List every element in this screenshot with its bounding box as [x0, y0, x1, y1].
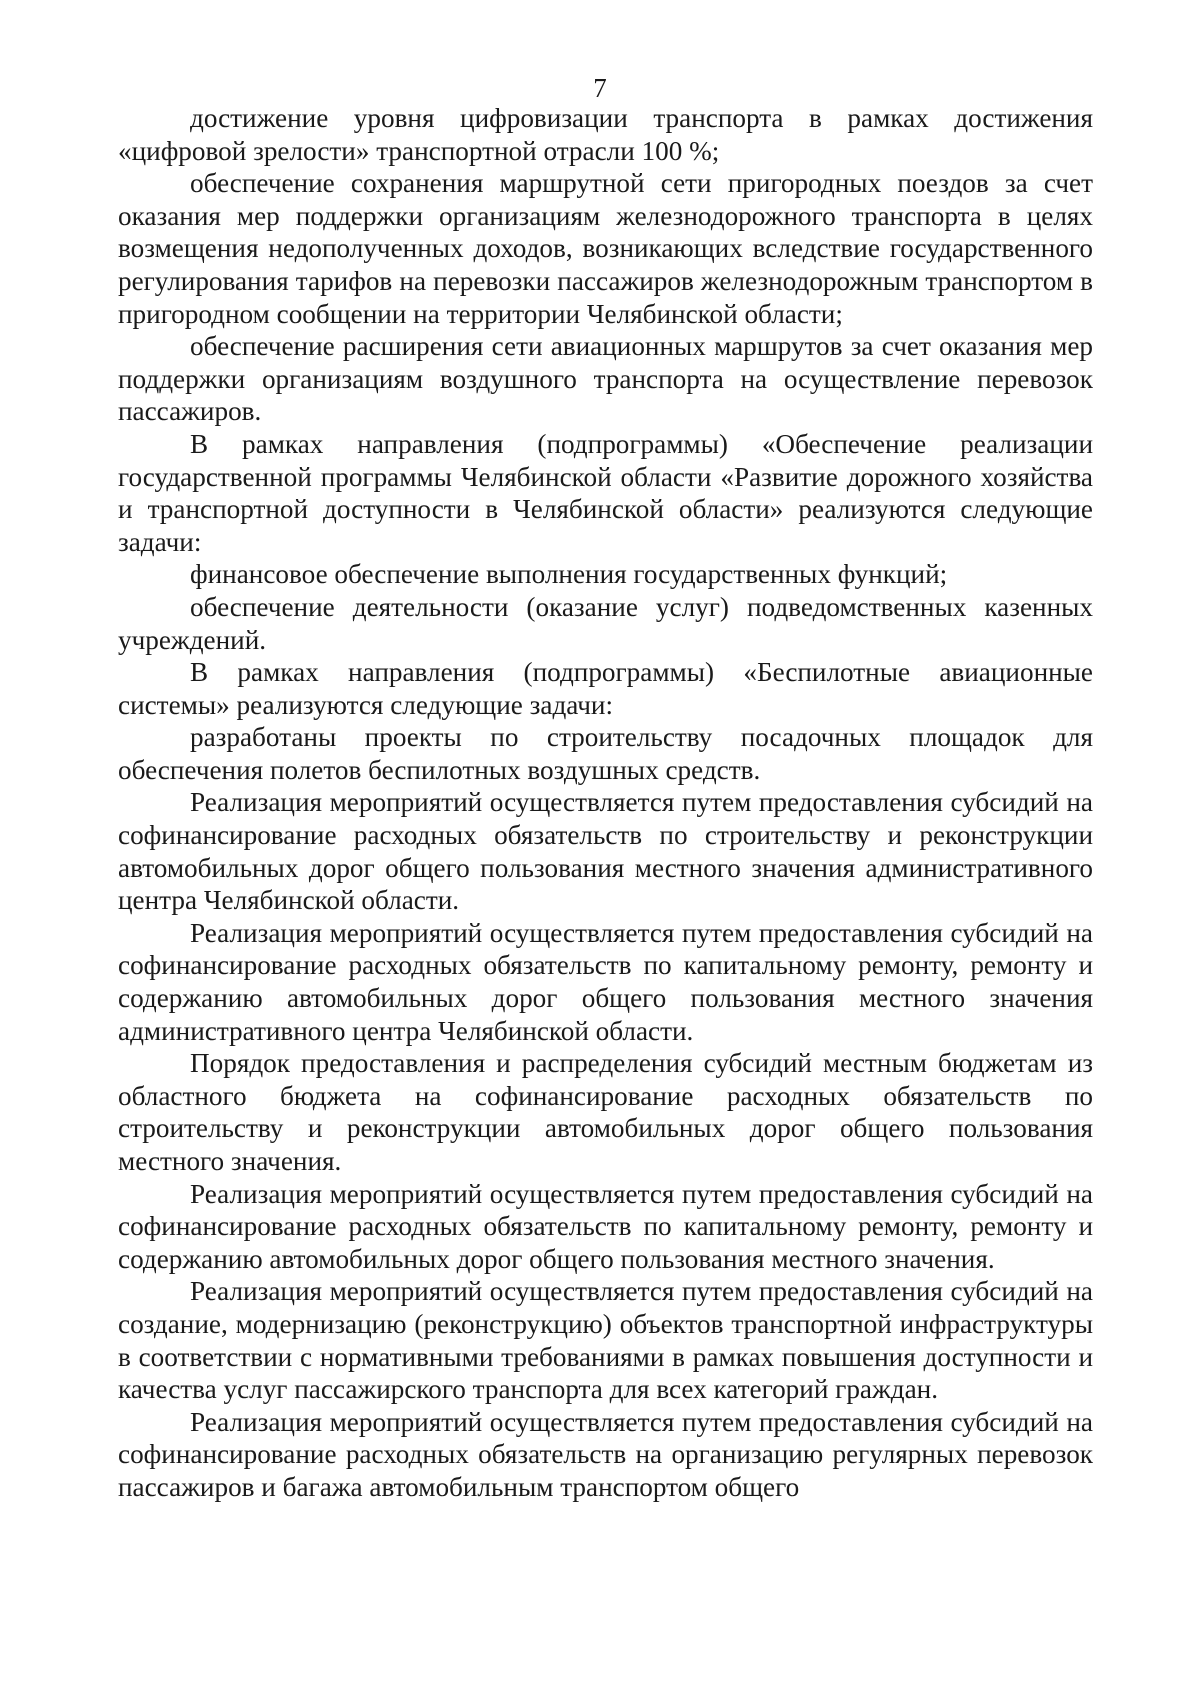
paragraph-digitalization: достижение уровня цифровизации транспорта в рамках достижения «цифровой зрелости» транспортной отрасли 100 %;: [118, 103, 1093, 166]
paragraph-subsidies-repair-local: Реализация мероприятий осуществляется путем предоставления субсидий на софинансирование расходных обязательств по капитальному ремонту, ремонту и содержанию автомобильных дорог общего пользования местного значения.: [118, 1178, 1093, 1274]
paragraph-financial-support: финансовое обеспечение выполнения государственных функций;: [190, 559, 948, 590]
paragraph-unmanned-systems: В рамках направления (подпрограммы) «Беспилотные авиационные системы» реализуются следующие задачи:: [118, 657, 1093, 720]
page-number: 7: [593, 73, 607, 103]
paragraph-subsidies-infrastructure: Реализация мероприятий осуществляется путем предоставления субсидий на создание, модернизацию (реконструкцию) объектов транспортной инфраструктуры в соответствии с нормативными требованиями в рамках повышения доступности и качества услуг пассажирского транспорта для всех категорий граждан.: [118, 1276, 1093, 1405]
paragraph-landing-sites: разработаны проекты по строительству посадочных площадок для обеспечения полетов беспилотных воздушных средств.: [118, 722, 1093, 785]
paragraph-suburban-trains: обеспечение сохранения маршрутной сети пригородных поездов за счет оказания мер поддержки организациям железнодорожного транспорта в целях возмещения недополученных доходов, возникающих вследствие государственного регулирования тарифов на перевозки пассажиров железнодорожным транспортом в пригородном сообщении на территории Челябинской области;: [118, 168, 1093, 329]
paragraph-distribution-procedure: Порядок предоставления и распределения субсидий местным бюджетам из областного бюджета на софинансирование расходных обязательств по строительству и реконструкции автомобильных дорог общего пользования местного значения.: [118, 1048, 1093, 1176]
paragraph-subsidies-construction-center: Реализация мероприятий осуществляется путем предоставления субсидий на софинансирование расходных обязательств по строительству и реконструкции автомобильных дорог общего пользования местного значения административного центра Челябинской области.: [118, 787, 1093, 916]
document-body: [118, 102, 1093, 1504]
paragraph-subprogram-implementation: В рамках направления (подпрограммы) «Обеспечение реализации государственной программы Челябинской области «Развитие дорожного хозяйства и транспортной доступности в Челябинской области» реализуются следующие задачи:: [118, 428, 1093, 557]
paragraph-subsidies-repair-center: Реализация мероприятий осуществляется путем предоставления субсидий на софинансирование расходных обязательств по капитальному ремонту, ремонту и содержанию автомобильных дорог общего пользования местного значения административного центра Челябинской области.: [118, 917, 1093, 1046]
paragraph-subsidies-transport: Реализация мероприятий осуществляется путем предоставления субсидий на софинансирование расходных обязательств на организацию регулярных перевозок пассажиров и багажа автомобильным транспортом общего: [118, 1406, 1093, 1502]
paragraph-aviation-routes: обеспечение расширения сети авиационных маршрутов за счет оказания мер поддержки организациям воздушного транспорта на осуществление перевозок пассажиров.: [118, 331, 1093, 427]
paragraph-institutions: обеспечение деятельности (оказание услуг) подведомственных казенных учреждений.: [118, 591, 1093, 655]
